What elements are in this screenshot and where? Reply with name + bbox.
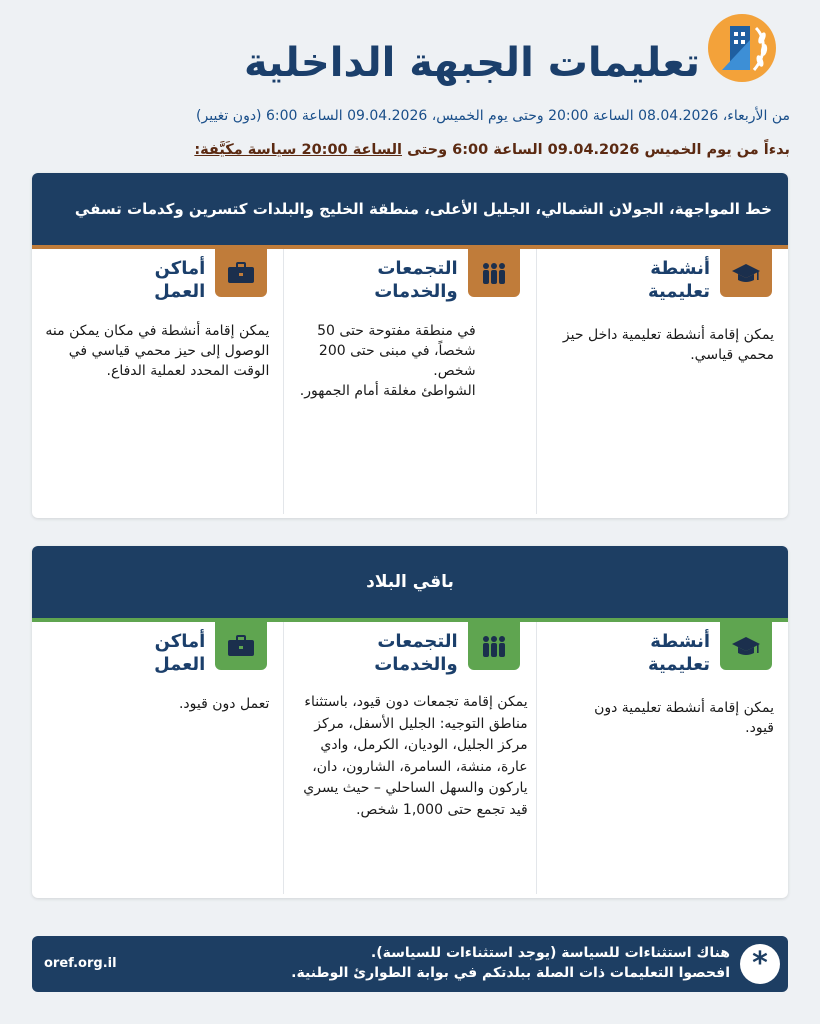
asterisk-icon: *	[740, 944, 780, 984]
gatherings-title-line2: والخدمات	[374, 281, 458, 302]
people-group-icon	[468, 622, 520, 670]
workplaces-title-2-line1: أماكن	[154, 631, 206, 652]
workplaces-title-2	[154, 630, 205, 676]
education-title-2	[648, 630, 710, 676]
graduation-cap-icon	[720, 622, 772, 670]
time-range-adapted-start: بدءاً من يوم الخميس 09.04.2026 الساعة 6:00 وحتى	[402, 142, 790, 158]
gatherings-column	[283, 249, 535, 514]
workplaces-text-2: تعمل دون قيود.	[178, 696, 270, 712]
rest-of-country-section	[32, 546, 788, 898]
gatherings-text-2: الشواطئ مغلقة أمام الجمهور.	[299, 383, 476, 399]
graduation-cap-icon	[720, 249, 772, 297]
gatherings-text-2: يمكن إقامة تجمعات دون قيود، باستثناء مناطق التوجيه: الجليل الأسفل، مركز مركز الجليل، الوديان، الكرمل، وادي عارة، منشة، السامرة، الشارون، دان، ياركون والسهل الساحلي – حيث يسري قيد تجمع حتى 1,000 شخص.	[303, 694, 528, 818]
gatherings-title-2-line2: والخدمات	[374, 654, 458, 675]
education-column-2	[536, 622, 788, 894]
gatherings-title-line1: التجمعات	[377, 258, 458, 279]
time-range-adapted-policy: الساعة 20:00 سياسة مكَيَّفة:	[194, 142, 403, 158]
footer-note	[291, 943, 730, 983]
education-title-2-line2: تعليمية	[648, 654, 710, 675]
workplaces-text: يمكن إقامة أنشطة في مكان يمكن منه الوصول إلى حيز محمي قياسي في الوقت المحدد لعملية الدفاع.	[45, 323, 270, 379]
education-title-2-line1: أنشطة	[650, 631, 710, 652]
education-text-2: يمكن إقامة أنشطة تعليمية دون قيود.	[594, 700, 774, 736]
education-title	[648, 257, 710, 303]
education-title-line2: تعليمية	[648, 281, 710, 302]
footer-banner	[32, 936, 788, 992]
workplaces-title-2-line2: العمل	[154, 654, 206, 675]
home-front-command-logo	[708, 14, 776, 82]
education-column	[536, 249, 788, 514]
frontline-heading: خط المواجهة، الجولان الشمالي، الجليل الأعلى، منطقة الخليج والبلدات كتسرين وكدمات تسفي	[32, 173, 788, 249]
workplaces-column	[32, 249, 283, 514]
gatherings-title-2	[374, 630, 457, 676]
gatherings-title-2-line1: التجمعات	[377, 631, 458, 652]
header	[0, 0, 820, 170]
footer-check-instructions: افحصوا التعليمات ذات الصلة ببلدتكم في بوابة الطوارئ الوطنية.	[291, 965, 730, 981]
people-group-icon	[468, 249, 520, 297]
gatherings-title	[374, 257, 457, 303]
time-range-unchanged: من الأربعاء، 08.04.2026 الساعة 20:00 وحتى يوم الخميس، 09.04.2026 الساعة 6:00 (دون تغيير)	[196, 108, 790, 124]
frontline-section	[32, 173, 788, 518]
time-range-adapted	[194, 142, 790, 158]
briefcase-icon	[215, 249, 267, 297]
briefcase-icon	[215, 622, 267, 670]
education-title-line1: أنشطة	[650, 258, 710, 279]
page-title: تعليمات الجبهة الداخلية	[244, 40, 700, 86]
rest-of-country-heading: باقي البلاد	[32, 546, 788, 622]
workplaces-title-line1: أماكن	[154, 258, 206, 279]
workplaces-title	[154, 257, 205, 303]
gatherings-column-2	[283, 622, 535, 894]
website-link[interactable]: oref.org.il	[44, 956, 117, 971]
workplaces-title-line2: العمل	[154, 281, 206, 302]
workplaces-column-2	[32, 622, 283, 894]
education-text: يمكن إقامة أنشطة تعليمية داخل حيز محمي قياسي.	[562, 327, 774, 363]
gatherings-text-1: في منطقة مفتوحة حتى 50 شخصاً، في مبنى حتى 200 شخص.	[317, 323, 476, 379]
footer-exceptions: هناك استثناءات للسياسة (يوجد استثناءات للسياسة).	[370, 945, 730, 961]
